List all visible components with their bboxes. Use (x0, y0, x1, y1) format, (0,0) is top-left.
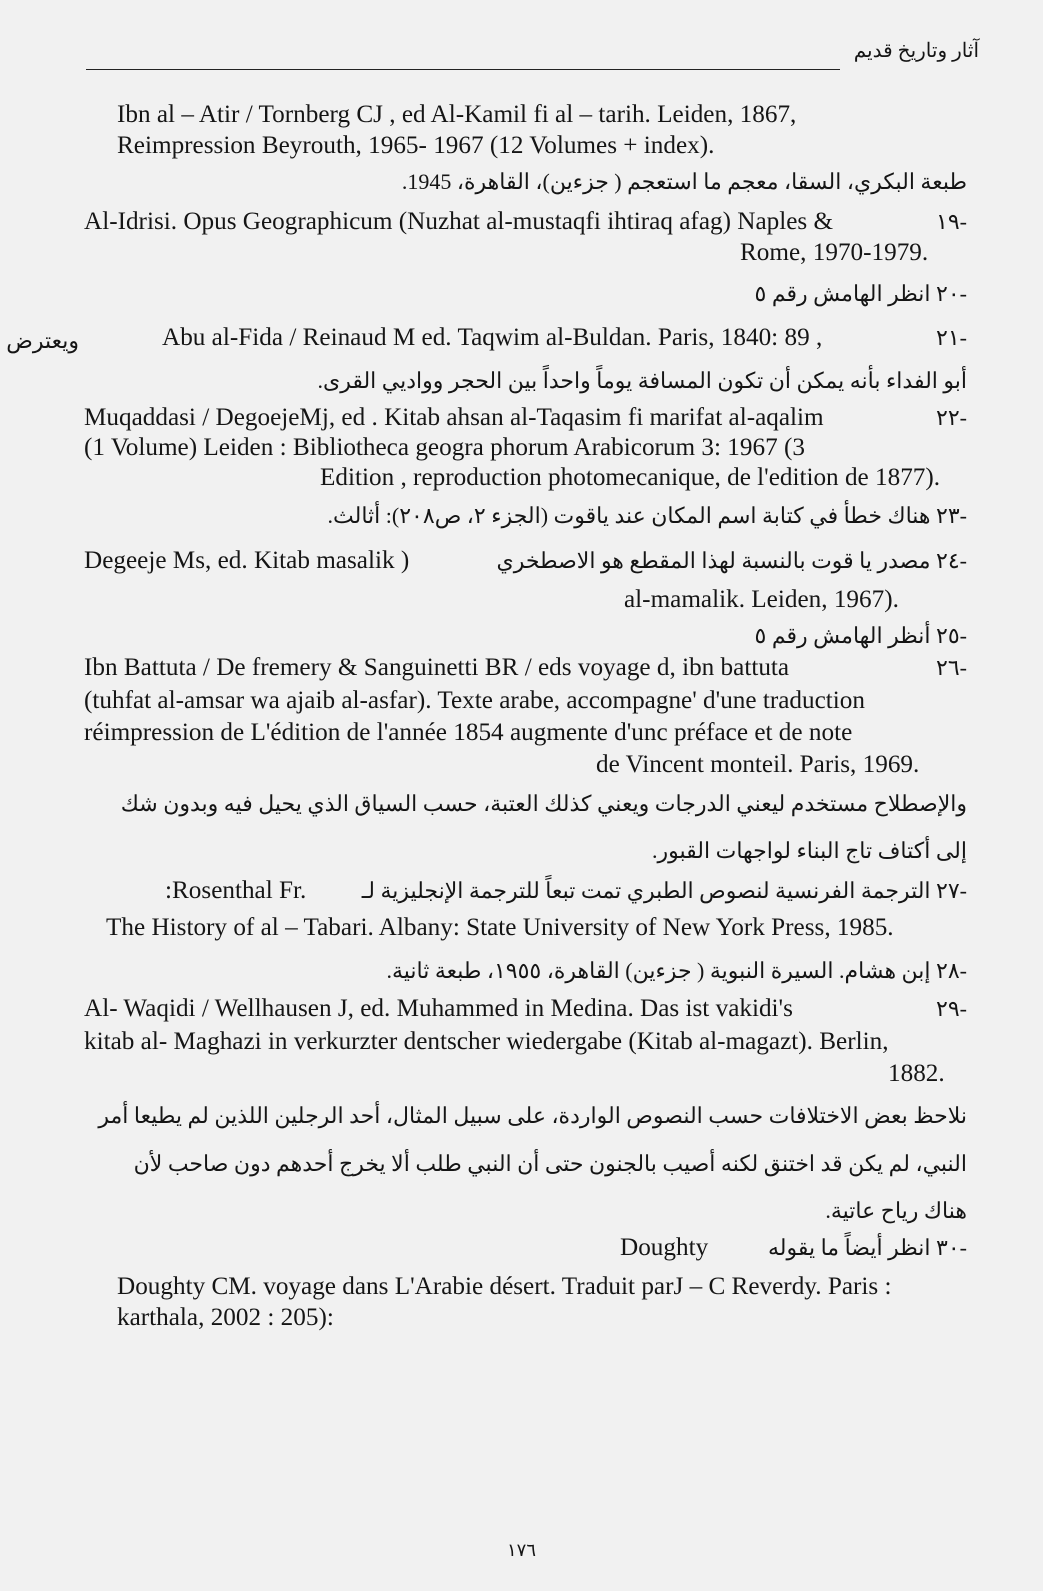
ref-line: Doughty CM. voyage dans L'Arabie désert. Traduit parJ – C Reverdy. Paris : (117, 1273, 892, 1300)
ref-line-ar: -٢٤ مصدر يا قوت بالنسبة لهذا المقطع هو الاصطخري (496, 548, 967, 573)
ref-line: 1882. (888, 1060, 945, 1087)
ref-line-ar: طبعة البكري، السقا، معجم ما استعجم ( جزءين)، القاهرة، 1945. (401, 169, 967, 194)
page-number: ١٧٦ (506, 1540, 536, 1560)
footnote-number: -٢٩ (936, 996, 967, 1021)
ref-line-ar: -٣٠ انظر أيضاً ما يقوله (767, 1235, 967, 1260)
ref-line: kitab al- Maghazi in verkurzter dentscher wiedergabe (Kitab al-magazt). Berlin, (84, 1028, 889, 1055)
footnote-number: -٢٢ (936, 405, 967, 430)
ref-line-ar: ويعترض (6, 328, 79, 353)
ref-line: Edition , reproduction photomecanique, de l'edition de 1877). (320, 464, 941, 491)
ref-line: Doughty (620, 1234, 709, 1261)
ref-line: :Rosenthal Fr. (165, 877, 307, 904)
ref-line-ar: -٢٥ أنظر الهامش رقم ٥ (754, 623, 967, 648)
ref-line-ar: -٢٣ هناك خطأ في كتابة اسم المكان عند ياقوت (الجزء ٢، ص٢٠٨): أثالث. (327, 503, 967, 528)
ref-line-ar: أبو الفداء بأنه يمكن أن تكون المسافة يوماً واحداً بين الحجر وواديي القرى. (317, 368, 967, 393)
ref-line: al-mamalik. Leiden, 1967). (624, 586, 899, 613)
ref-line: Abu al-Fida / Reinaud M ed. Taqwim al-Buldan. Paris, 1840: 89 , (162, 324, 823, 351)
ref-line: Degeeje Ms, ed. Kitab masalik ) (84, 547, 410, 574)
footnote-number: -٢١ (936, 325, 967, 350)
ref-line: karthala, 2002 : 205): (117, 1304, 334, 1331)
running-header: آثار وتاريخ قديم (853, 40, 979, 62)
footnote-number: -١٩ (936, 209, 967, 234)
header-rule (86, 69, 840, 70)
ref-line: réimpression de L'édition de l'année 1854 augmente d'unc préface et de note (84, 719, 853, 746)
ref-line: Reimpression Beyrouth, 1965- 1967 (12 Volumes + index). (117, 132, 715, 159)
ref-line: Al- Waqidi / Wellhausen J, ed. Muhammed in Medina. Das ist vakidi's (84, 995, 793, 1022)
ref-line-ar: والإصطلاح مستخدم ليعني الدرجات ويعني كذلك العتبة، حسب السياق الذي يحيل فيه وبدون شك (120, 791, 967, 816)
ref-line-ar: هناك رياح عاتية. (825, 1198, 967, 1223)
ref-line-ar: نلاحظ بعض الاختلافات حسب النصوص الواردة، على سبيل المثال، أحد الرجلين اللذين لم يطيعا أمر (98, 1103, 967, 1128)
ref-line: Muqaddasi / DegoejeMj, ed . Kitab ahsan al-Taqasim fi marifat al-aqalim (84, 404, 824, 431)
ref-line-ar: إلى أكتاف تاج البناء لواجهات القبور. (652, 838, 967, 863)
ref-line: The History of al – Tabari. Albany: State University of New York Press, 1985. (106, 914, 894, 941)
ref-line: Ibn al – Atir / Tornberg CJ , ed Al-Kamil fi al – tarih. Leiden, 1867, (117, 101, 797, 128)
ref-line-ar: النبي، لم يكن قد اختنق لكنه أصيب بالجنون حتى أن النبي طلب ألا يخرج أحدهم دون صاحب لأن (133, 1151, 967, 1176)
ref-line: (tuhfat al-amsar wa ajaib al-asfar). Texte arabe, accompagne' d'une traduction (84, 687, 865, 714)
ref-line: Rome, 1970-1979. (740, 239, 929, 266)
ref-line: de Vincent monteil. Paris, 1969. (596, 751, 920, 778)
ref-line-ar: -٢٠ انظر الهامش رقم ٥ (754, 281, 967, 306)
ref-line-ar: -٢٨ إبن هشام. السيرة النبوية ( جزءين) القاهرة، ١٩٥٥، طبعة ثانية. (386, 958, 967, 983)
ref-line: (1 Volume) Leiden : Bibliotheca geogra phorum Arabicorum 3: 1967 (3 (84, 434, 805, 461)
footnote-number: -٢٦ (936, 655, 967, 680)
ref-line: Ibn Battuta / De fremery & Sanguinetti BR / eds voyage d, ibn battuta (84, 654, 790, 681)
ref-line: Al-Idrisi. Opus Geographicum (Nuzhat al-mustaqfi ihtiraq afag) Naples & (84, 208, 834, 235)
ref-line-ar: -٢٧ الترجمة الفرنسية لنصوص الطبري تمت تبعاً للترجمة الإنجليزية لـ (361, 878, 967, 903)
